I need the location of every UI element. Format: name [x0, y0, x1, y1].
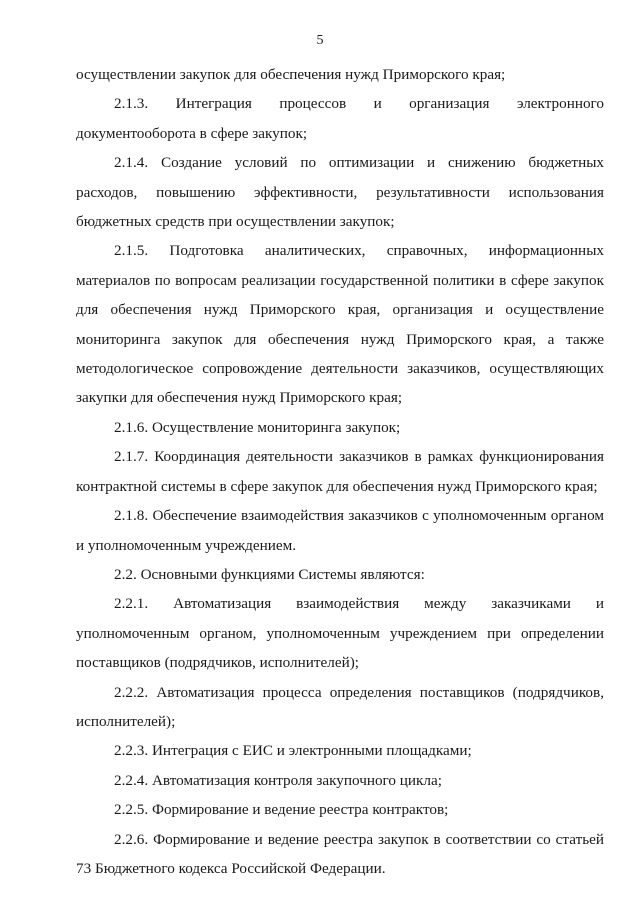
paragraph-continuation: осуществлении закупок для обеспечения нужд Приморского края; — [76, 66, 506, 83]
document-body — [76, 60, 604, 883]
paragraph-2-1-3: 2.1.3. Интеграция процессов и организация электронного документооборота в сфере закупок; — [76, 95, 604, 142]
paragraph-2-1-4: 2.1.4. Создание условий по оптимизации и снижению бюджетных расходов, повышению эффективности, результативности использования бюджетных средств при осуществлении закупок; — [76, 154, 604, 231]
paragraph-2-1-8: 2.1.8. Обеспечение взаимодействия заказчиков с уполномоченным органом и уполномоченным учреждением. — [76, 507, 604, 554]
paragraph-2-1-7: 2.1.7. Координация деятельности заказчиков в рамках функционирования контрактной системы в сфере закупок для обеспечения нужд Приморского края; — [76, 448, 604, 495]
paragraph-2-1-5: 2.1.5. Подготовка аналитических, справочных, информационных материалов по вопросам реализации государственной политики в сфере закупок для обеспечения нужд Приморского края, организация и осуществление мониторинга закупок для обеспечения нужд Приморского края, а также методологическое сопровождение деятельности заказчиков, осуществляющих закупки для обеспечения нужд Приморского края; — [76, 242, 604, 407]
paragraph-2-2-2: 2.2.2. Автоматизация процесса определения поставщиков (подрядчиков, исполнителей); — [76, 683, 604, 730]
paragraph-2-2-1: 2.2.1. Автоматизация взаимодействия между заказчиками и уполномоченным органом, уполномоченным учреждением при определении поставщиков (подрядчиков, исполнителей); — [76, 595, 604, 672]
page-number: 5 — [316, 33, 324, 48]
paragraph-2-2-5: 2.2.5. Формирование и ведение реестра контрактов; — [114, 801, 449, 819]
paragraph-2-2-6: 2.2.6. Формирование и ведение реестра закупок в соответствии со статьей 73 Бюджетного кодекса Российской Федерации. — [76, 830, 604, 877]
paragraph-2-2: 2.2. Основными функциями Системы являются: — [114, 565, 425, 583]
paragraph-2-2-3: 2.2.3. Интеграция с ЕИС и электронными площадками; — [114, 742, 472, 760]
paragraph-2-2-4: 2.2.4. Автоматизация контроля закупочного цикла; — [114, 771, 442, 789]
paragraph-2-1-6: 2.1.6. Осуществление мониторинга закупок; — [114, 418, 401, 436]
